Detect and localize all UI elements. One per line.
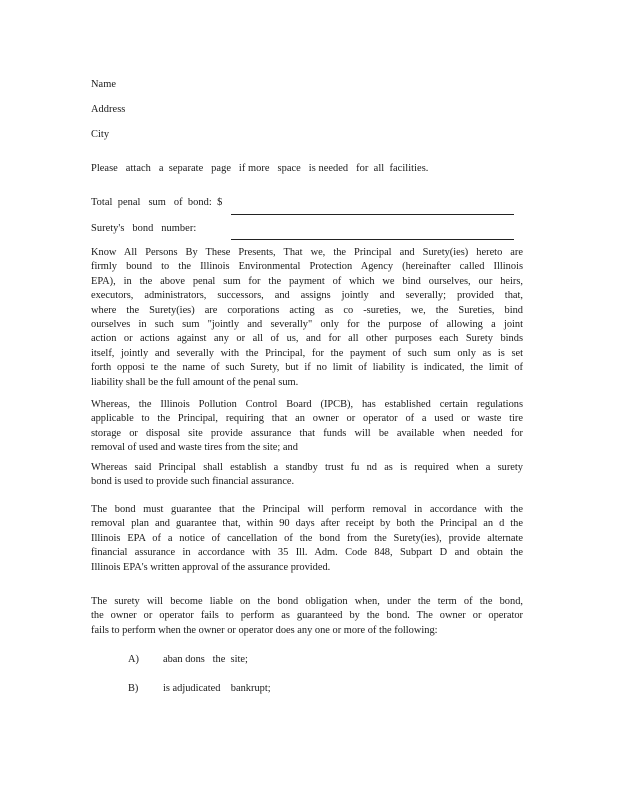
text-line: bond is used to provide such financial assurance.	[91, 476, 295, 488]
text-line: applicable to the Principal, requiring that an owner or operator of a used or waste tire	[91, 413, 523, 425]
attach-note: Please attach a separate page if more space is needed for all facilities.	[91, 163, 429, 174]
whereas-principal-paragraph	[91, 461, 523, 490]
text-line: executors, administrators, successors, and assigns jointly and severally; provided that,	[91, 290, 523, 302]
list-item-text: is adjudicated bankrupt;	[163, 683, 271, 694]
bond-number-label: Surety's bond number:	[91, 223, 197, 234]
liable-paragraph	[91, 595, 523, 638]
text-line: Know All Persons By These Presents, That we, the Principal and Surety(ies) hereto are	[91, 247, 523, 258]
text-line: The bond must guarantee that the Principal will perform removal in accordance with the	[91, 504, 523, 515]
text-line: removal plan and guarantee that, within 90 days after receipt by both the Principal an d the	[91, 518, 523, 530]
city-label: City	[91, 129, 110, 140]
text-line: EPA), in the above penal sum for the payment of which we bind ourselves, our heirs,	[91, 275, 523, 287]
text-line: action or actions against any or all of us, and for all other purposes each Surety binds	[91, 333, 523, 345]
bond-number-field[interactable]	[231, 239, 514, 240]
know-all-paragraph	[91, 246, 523, 390]
text-line: itself, jointly and severally with the Principal, for the payment of such sum only as is set	[91, 347, 523, 359]
whereas-ipcb-paragraph	[91, 398, 523, 456]
penal-sum-label: Total penal sum of bond: $	[91, 197, 223, 208]
list-item-label: A)	[128, 654, 139, 665]
text-line: fails to perform when the owner or operator does any one or more of the following:	[91, 624, 438, 636]
text-line: firmly bound to the Illinois Environmental Protection Agency (hereinafter called Illinois	[91, 261, 523, 273]
text-line: the owner or operator fails to perform as guaranteed by the bond. The owner or operator	[91, 610, 523, 622]
text-line: Illinois EPA of a notice of cancellation of the bond from the Surety(ies), provide alternate	[91, 532, 523, 544]
address-label: Address	[91, 104, 126, 115]
text-line: The surety will become liable on the bond obligation when, under the term of the bond,	[91, 596, 523, 607]
text-line: storage or disposal site provide assurance that funds will be available when needed for	[91, 427, 523, 439]
penal-sum-field[interactable]	[231, 214, 514, 215]
text-line: forth opposi te the name of such Surety, but if no limit of liability is indicated, the limit of	[91, 362, 523, 374]
guarantee-paragraph	[91, 503, 523, 575]
text-line: where the Surety(ies) are corporations acting as co -sureties, we, the Sureties, bind	[91, 304, 523, 316]
text-line: Whereas, the Illinois Pollution Control Board (IPCB), has established certain regulations	[91, 399, 523, 410]
text-line: Whereas said Principal shall establish a standby trust fu nd as is required when a surety	[91, 462, 523, 473]
list-item-label: B)	[128, 683, 139, 694]
text-line: ourselves in such sum "jointly and severally" only for the purpose of allowing a joint	[91, 318, 523, 330]
name-label: Name	[91, 79, 117, 90]
text-line: liability shall be the full amount of the penal sum.	[91, 376, 299, 388]
text-line: financial assurance in accordance with 35 Ill. Adm. Code 848, Subpart D and obtain the	[91, 547, 523, 559]
list-item-text: aban dons the site;	[163, 654, 248, 665]
text-line: removal of used and waste tires from the site; and	[91, 442, 298, 454]
text-line: Illinois EPA's written approval of the assurance provided.	[91, 561, 331, 573]
